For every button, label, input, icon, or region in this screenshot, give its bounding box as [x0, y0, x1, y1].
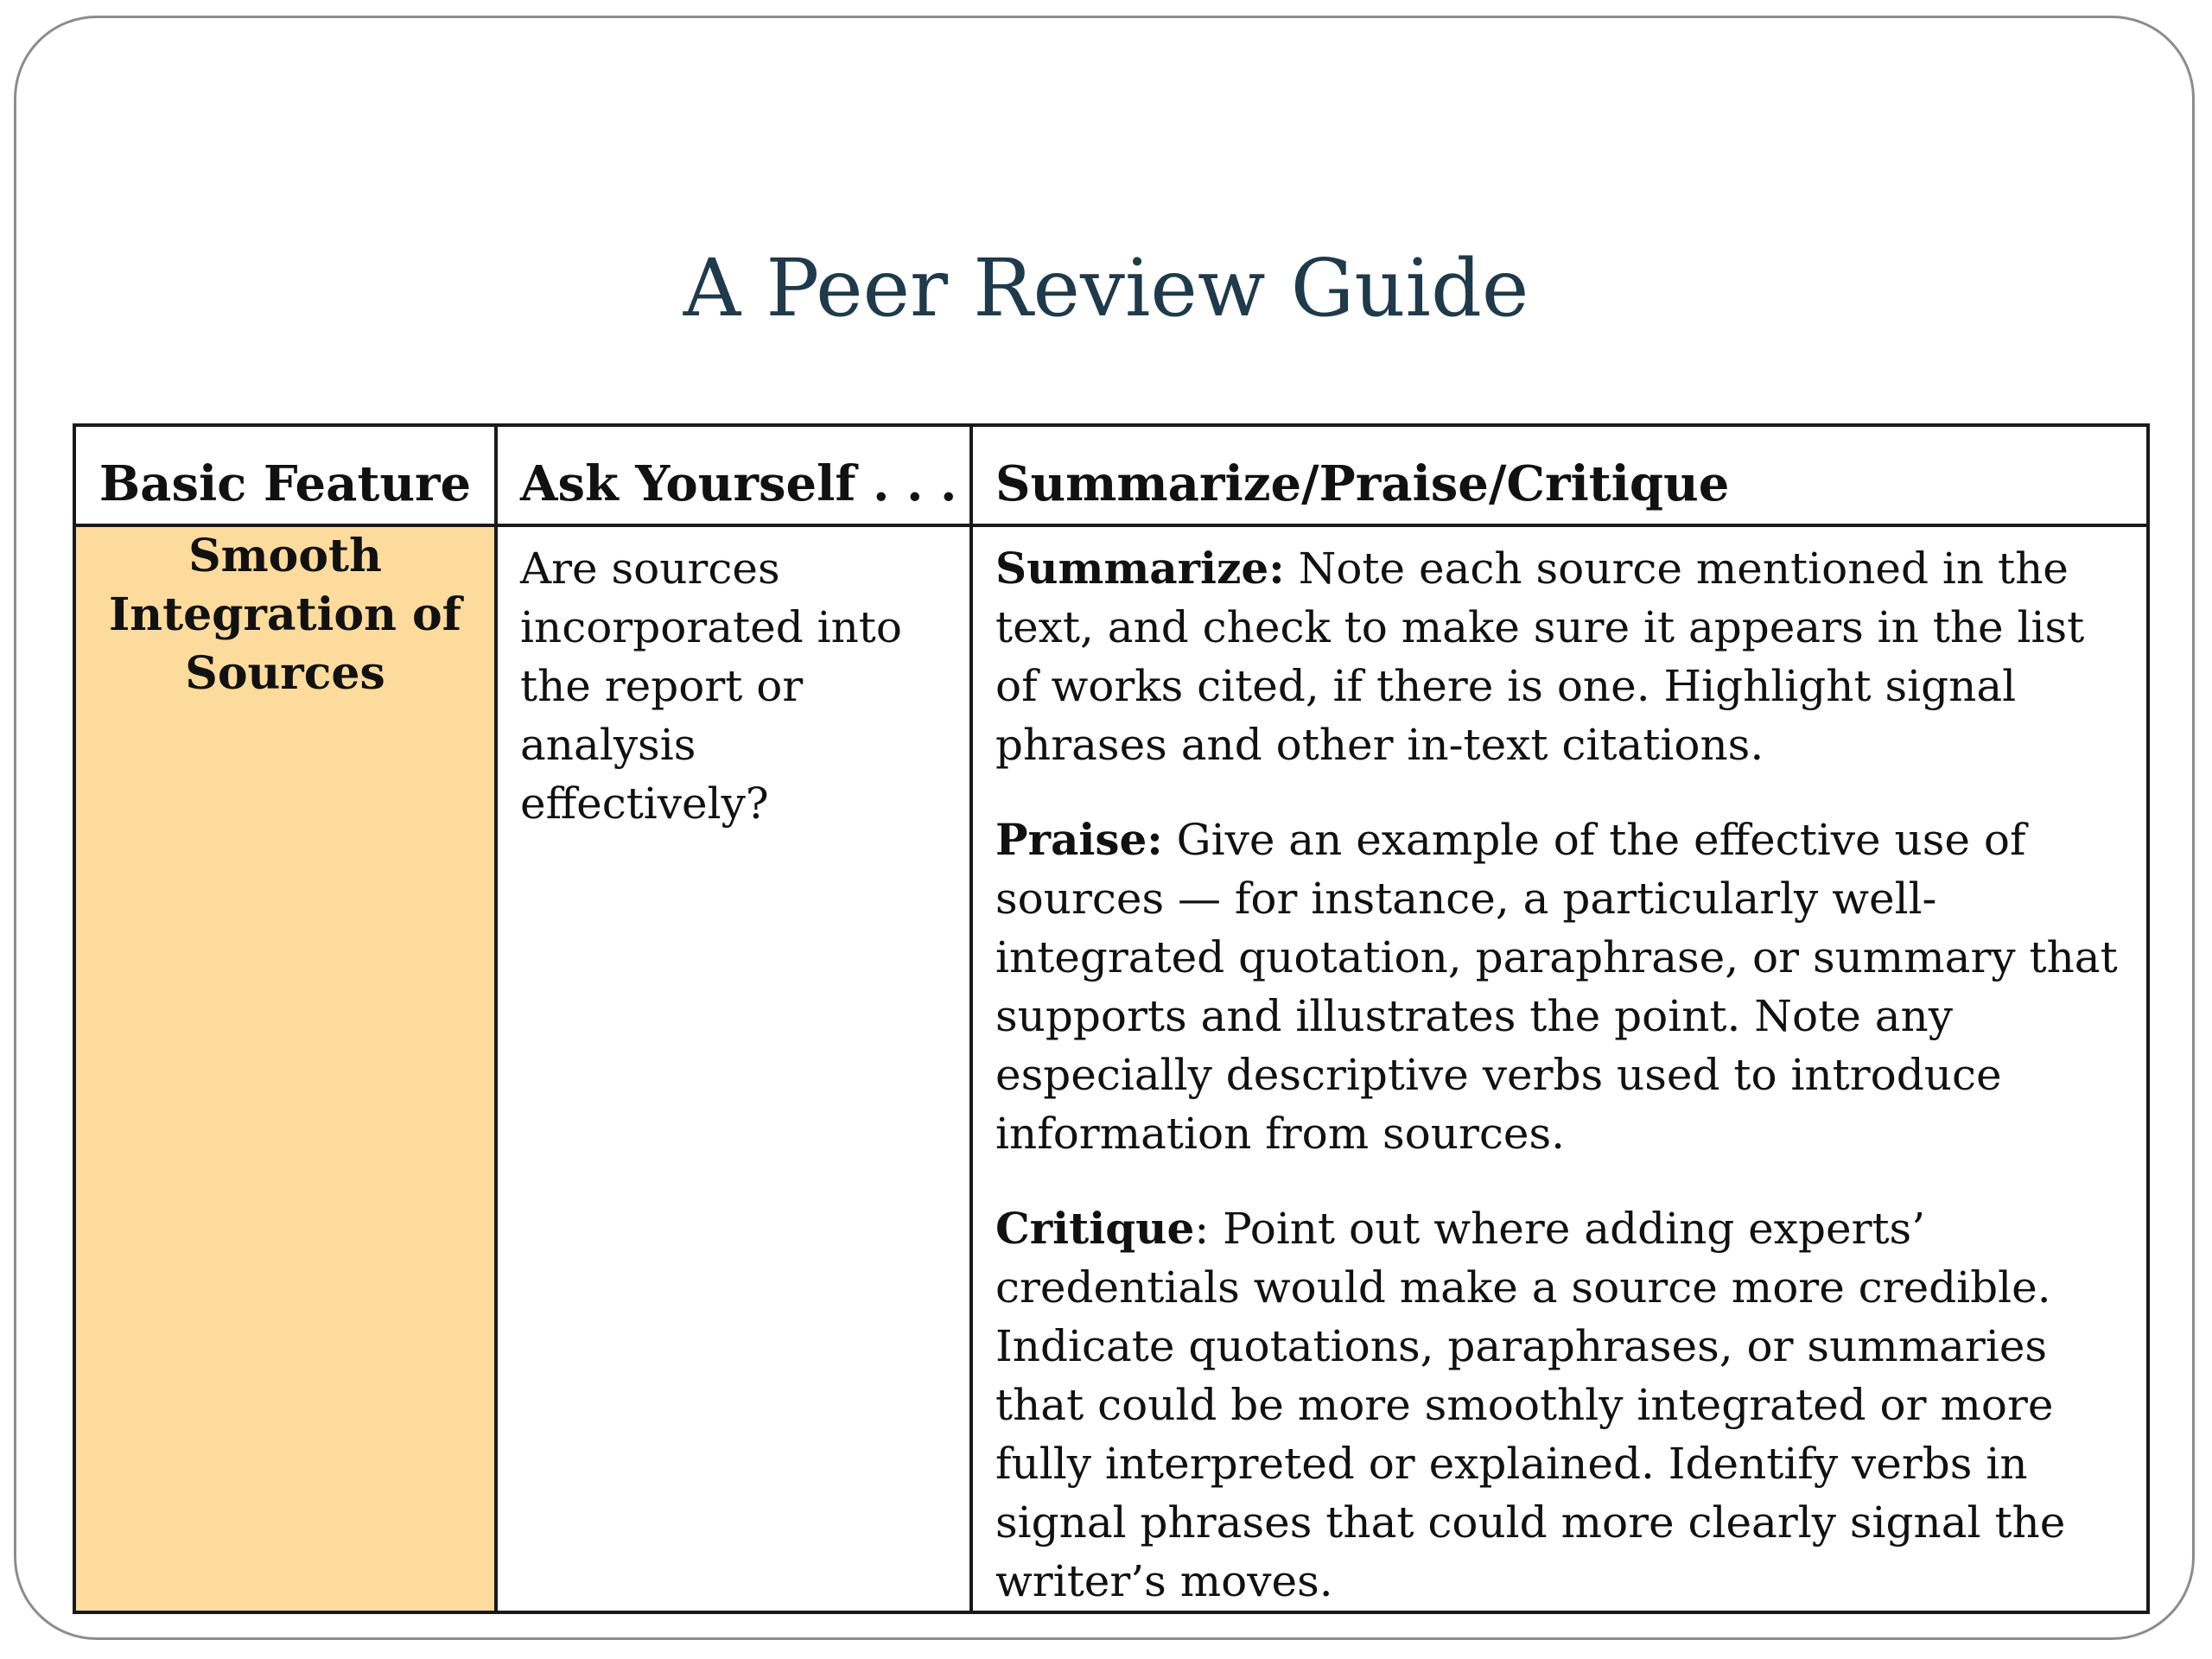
header-basic-feature: Basic Feature — [74, 425, 496, 525]
praise-text: Give an example of the effective use of sources — for instance, a particularly well-integrated quotation, paraphrase, or summary that supports and illustrates the point. Note any especially descriptive verbs used to introduce information from sources. — [995, 815, 2118, 1159]
praise-label: Praise: — [995, 814, 1163, 865]
spc-cell — [971, 525, 2148, 1612]
ask-cell: Are sources incorporated into the report or analysis effectively? — [496, 525, 971, 1612]
summarize-text: Note each source mentioned in the text, and check to make sure it appears in the list of works cited, if there is one. Highlight signal phrases and other in-text citations. — [995, 543, 2085, 770]
praise-paragraph — [995, 810, 2129, 1163]
summarize-paragraph — [995, 539, 2129, 774]
critique-text: : Point out where adding experts’ credentials would make a source more credible. Indicate quotations, paraphrases, or summaries that could be more smoothly integrated or more fully interpreted or explained. Identify verbs in signal phrases that could more clearly signal the writer’s moves. — [995, 1204, 2066, 1606]
critique-label: Critique — [995, 1203, 1195, 1254]
table-row — [74, 525, 2148, 1612]
feature-cell: Smooth Integration of Sources — [74, 525, 496, 1612]
table-header-row — [74, 425, 2148, 525]
peer-review-table — [73, 423, 2150, 1614]
critique-paragraph — [995, 1199, 2129, 1611]
summarize-label: Summarize: — [995, 543, 1285, 594]
header-summarize-praise-critique: Summarize/Praise/Critique — [971, 425, 2148, 525]
header-ask-yourself: Ask Yourself . . . — [496, 425, 971, 525]
slide-title: A Peer Review Guide — [683, 242, 1529, 334]
